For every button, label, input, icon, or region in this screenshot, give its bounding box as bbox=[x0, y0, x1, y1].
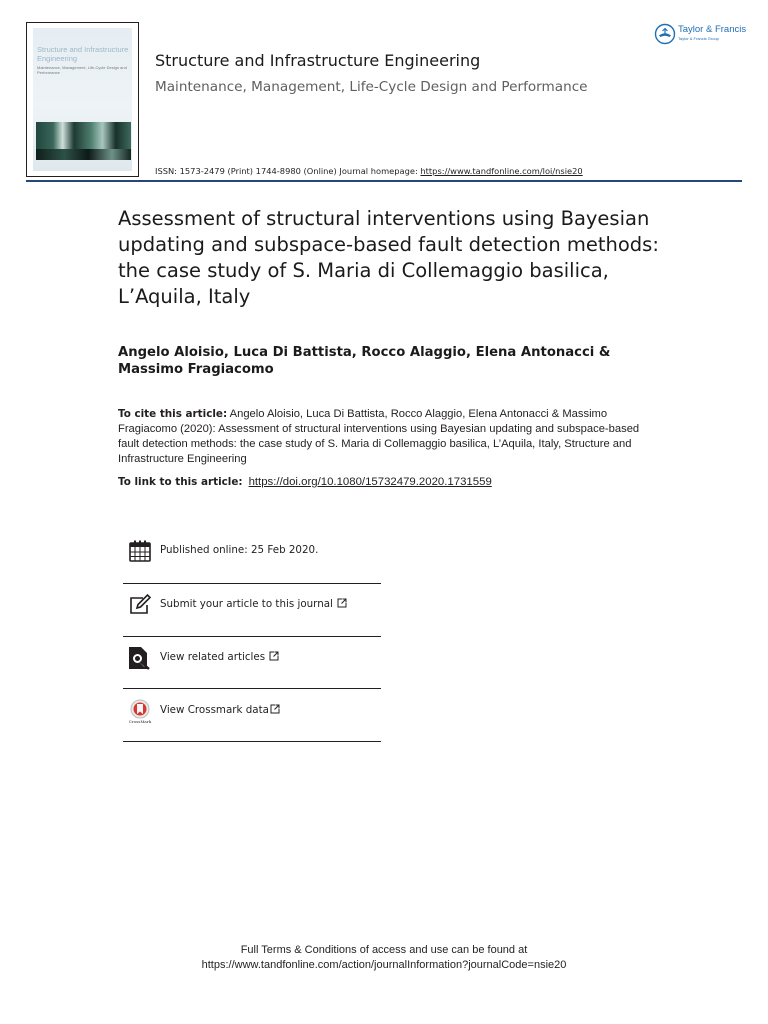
submit-article-label: Submit your article to this journal bbox=[160, 598, 333, 610]
crossmark-icon bbox=[128, 699, 152, 723]
issn-text: ISSN: 1573-2479 (Print) 1744-8980 (Online) Journal homepage: bbox=[155, 166, 421, 176]
issn-line bbox=[155, 166, 583, 176]
edit-icon bbox=[128, 593, 152, 617]
journal-cover-image bbox=[26, 22, 139, 177]
submit-article-link[interactable] bbox=[160, 598, 347, 610]
related-articles-link[interactable] bbox=[160, 651, 279, 663]
related-articles-row[interactable] bbox=[123, 646, 381, 670]
publisher-logo[interactable] bbox=[654, 22, 746, 46]
footer-terms bbox=[134, 943, 634, 973]
external-link-icon bbox=[270, 704, 280, 714]
info-divider bbox=[123, 741, 381, 742]
footer-terms-line: Full Terms & Conditions of access and use can be found at bbox=[240, 944, 528, 956]
info-divider bbox=[123, 636, 381, 637]
article-title: Assessment of structural interventions using Bayesian updating and subspace-based fault detection methods: the case study of S. Maria di Collemaggio basilica, L’Aquila, Italy bbox=[118, 207, 659, 308]
info-divider bbox=[123, 688, 381, 689]
cover-photo-strip bbox=[36, 149, 131, 160]
journal-subtitle: Maintenance, Management, Life-Cycle Design and Performance bbox=[155, 79, 588, 95]
published-online-text: Published online: 25 Feb 2020. bbox=[160, 544, 319, 556]
citation-label: To cite this article: bbox=[118, 408, 228, 420]
info-divider bbox=[123, 583, 381, 584]
cover-journal-title: Structure and Infrastructure Engineering bbox=[37, 45, 129, 63]
crossmark-label: View Crossmark data bbox=[160, 704, 269, 716]
citation-block bbox=[118, 407, 658, 467]
cover-background bbox=[33, 28, 132, 171]
article-link-line bbox=[118, 476, 492, 488]
search-document-icon bbox=[128, 646, 152, 670]
related-articles-label: View related articles bbox=[160, 651, 266, 663]
article-authors: Angelo Aloisio, Luca Di Battista, Rocco Alaggio, Elena Antonacci & Massimo Fragiacomo bbox=[118, 345, 611, 377]
doi-link[interactable]: https://doi.org/10.1080/15732479.2020.1731559 bbox=[248, 476, 492, 488]
publisher-group: Taylor & Francis Group bbox=[678, 36, 719, 41]
crossmark-row[interactable] bbox=[123, 699, 381, 723]
calendar-icon bbox=[128, 539, 152, 563]
crossmark-link[interactable] bbox=[160, 704, 280, 716]
published-online-row bbox=[123, 539, 381, 563]
footer-terms-url[interactable]: https://www.tandfonline.com/action/journalInformation?journalCode=nsie20 bbox=[201, 959, 567, 971]
publisher-logo-icon bbox=[654, 23, 676, 45]
external-link-icon bbox=[269, 651, 279, 661]
external-link-icon bbox=[337, 598, 347, 608]
publisher-name: Taylor & Francis bbox=[678, 24, 747, 35]
journal-title: Structure and Infrastructure Engineering bbox=[155, 51, 481, 70]
journal-homepage-link[interactable]: https://www.tandfonline.com/loi/nsie20 bbox=[420, 166, 583, 176]
crossmark-logo-text: CrossMark bbox=[128, 719, 152, 724]
cover-journal-subtitle: Maintenance, Management, Life-Cycle Design and Performance bbox=[37, 65, 127, 75]
submit-article-row[interactable] bbox=[123, 593, 381, 617]
header-divider bbox=[26, 180, 742, 182]
citation-text: Angelo Aloisio, Luca Di Battista, Rocco Alaggio, Elena Antonacci & Massimo Fragiacomo (2020): Assessment of structural interventions using Bayesian updating and subspace-based fault detection methods: the case study of S. Maria di Collemaggio basilica, L’Aquila, Italy, Structure and Infrastructure Engineering bbox=[118, 408, 640, 465]
article-link-label: To link to this article: bbox=[118, 476, 243, 488]
